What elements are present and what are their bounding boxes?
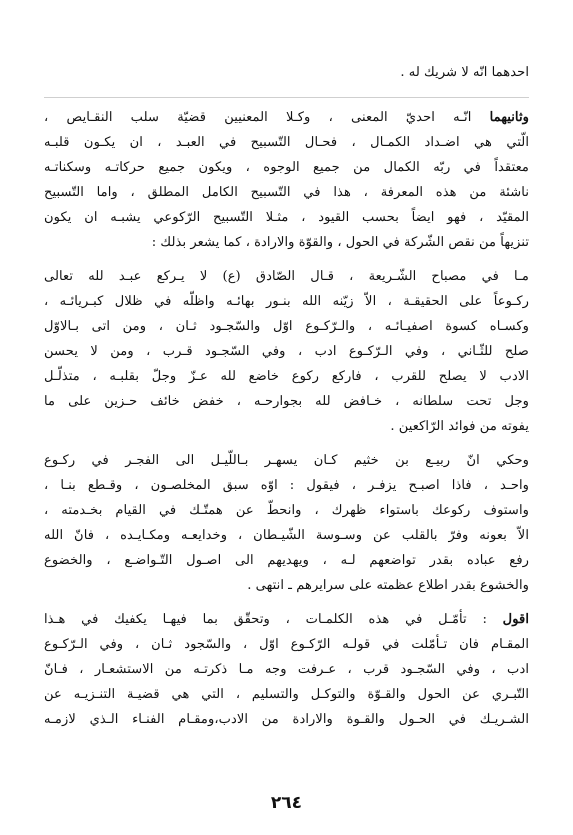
paragraph xyxy=(44,448,529,598)
line-text: وكسـاه كسوة اصفيـائـه ، والـرّكـوع اوّل والسّجـود ثـان ، ومن اتى بـالاوّل xyxy=(44,319,529,334)
line-text: : تأمّـل في هذه الكلمـات ، وتحقّق بما فيهـا يكفيك في هـذا xyxy=(44,612,503,627)
paragraph xyxy=(44,105,529,255)
text-line xyxy=(44,707,529,732)
page-body xyxy=(44,60,529,732)
line-text: انّـه احديّ المعنى ، وكـلا المعنيين قضيّة سلب النقـايص ، xyxy=(44,110,490,125)
line-text: التّبـري عن الحول والقـوّة والتوكـل والتسليم ، التي هي قضيـة التنـزيـه عن xyxy=(44,687,529,702)
text-line xyxy=(44,60,529,85)
line-text: والخشوع بقدر اطلاع عظمته على سرايرهم ـ انتهى . xyxy=(247,578,529,593)
line-text: يفوته من فوائد الرّاكعين . xyxy=(390,419,529,434)
line-text: رفع عباده بقدر تواضعهم لـه ، ويهديهم الى اصـول التّـواضـع ، والخضوع xyxy=(44,553,529,568)
text-line xyxy=(44,130,529,155)
text-line xyxy=(44,264,529,289)
line-text: تنزيهاً من نقص الشّركة في الحول ، والقوّة والارادة ، كما يشعر بذلك : xyxy=(151,235,529,250)
line-text: المقـام فان تـأمّلت في قولـه الرّكـوع اوّل ، والسّجود ثـان ، وفي الـرّكـوع xyxy=(44,637,529,652)
line-text: الشـريـك في الحـول والقـوة والارادة من الادب،ومقـام الفنـاء الـذي لازمـه xyxy=(44,712,529,727)
paragraph xyxy=(44,60,529,85)
line-text: واحـد ، فاذا اصبـح يزفـر ، فيقول : اوّه سبق المخلصـون ، وقـطع بنـا ، xyxy=(44,478,529,493)
text-line xyxy=(44,389,529,414)
text-line xyxy=(44,180,529,205)
line-text: وجل تحت سلطانه ، خـافض لله بجوارحـه ، خفض خائف حـزين على ما xyxy=(44,394,529,409)
text-line xyxy=(44,498,529,523)
text-line xyxy=(44,657,529,682)
text-line xyxy=(44,364,529,389)
line-text: وحكي انّ ربيـع بن خثيم كـان يسهـر بـاللّيـل الى الفجـر في ركـوع xyxy=(44,453,529,468)
line-text: الّتي هي اضـداد الكمـال ، فحـال التّسبيح في العبـد ، ان يكـون قلبـه xyxy=(44,135,529,150)
line-text: مـا في مصباح الشّـريعة ، قـال الصّادق (ع) لا يـركع عبـد لله تعالى xyxy=(44,269,529,284)
text-line xyxy=(44,339,529,364)
line-text: ادب ، وفي السّجـود قرب ، عـرفت وجه مـا ذكرتـه من الاستشعـار ، فـانّ xyxy=(44,662,529,677)
line-text: ركـوعاً على الحقيقـة ، الاّ زيّنه الله بنـور بهائـه واظلّه في ظلال كبـريائـه ، xyxy=(44,294,529,309)
paragraph xyxy=(44,607,529,732)
line-text: واستوف ركوعك باستواء ظهرك ، وانحطّ عن همتّـك في القيام بخـدمته ، xyxy=(44,503,529,518)
paragraph xyxy=(44,264,529,439)
paragraph-lead-word: اقول xyxy=(502,612,529,627)
line-text: ناشئة من هذه المعرفة ، هذا في التّسبيح الكامل المطلق ، واما التّسبيح xyxy=(44,185,529,200)
text-line xyxy=(44,289,529,314)
text-line xyxy=(44,548,529,573)
text-line xyxy=(44,105,529,130)
text-line xyxy=(44,155,529,180)
line-text: الادب لا يصلح للقرب ، فاركع ركوع خاضع لله عـزّ وجلّ بقلبـه ، متذلّـل xyxy=(44,369,529,384)
text-line xyxy=(44,448,529,473)
page-number: ٢٦٤ xyxy=(270,793,303,813)
text-line xyxy=(44,607,529,632)
divider xyxy=(44,97,529,98)
line-text: الاّ بعونه وفرّ بالقلب عن وسـوسة الشّيـطان ، وخدايعـه ومكـايـده ، فانّ الله xyxy=(44,528,529,543)
text-line xyxy=(44,414,529,439)
text-line xyxy=(44,632,529,657)
text-line xyxy=(44,314,529,339)
line-text: احدهما انّه لا شريك له . xyxy=(400,65,529,80)
line-text: معتقداً في ربّه الكمال من جميع الوجوه ، ويكون جميع حركاتـه وسكناتـه xyxy=(44,160,529,175)
line-text: صلح للثّـاني ، وفي الـرّكـوع ادب ، وفي السّجـود قـرب ، ومن لا يحسن xyxy=(44,344,529,359)
text-line xyxy=(44,523,529,548)
text-line xyxy=(44,682,529,707)
text-line xyxy=(44,230,529,255)
text-line xyxy=(44,573,529,598)
text-line xyxy=(44,205,529,230)
line-text: المقيّد ، فهو ايضاً بحسب القيود ، مثـلا التّسبيح الرّكوعي يشبـه ان يكون xyxy=(44,210,529,225)
text-line xyxy=(44,473,529,498)
paragraph-lead-word: وثانيهما xyxy=(489,110,529,125)
